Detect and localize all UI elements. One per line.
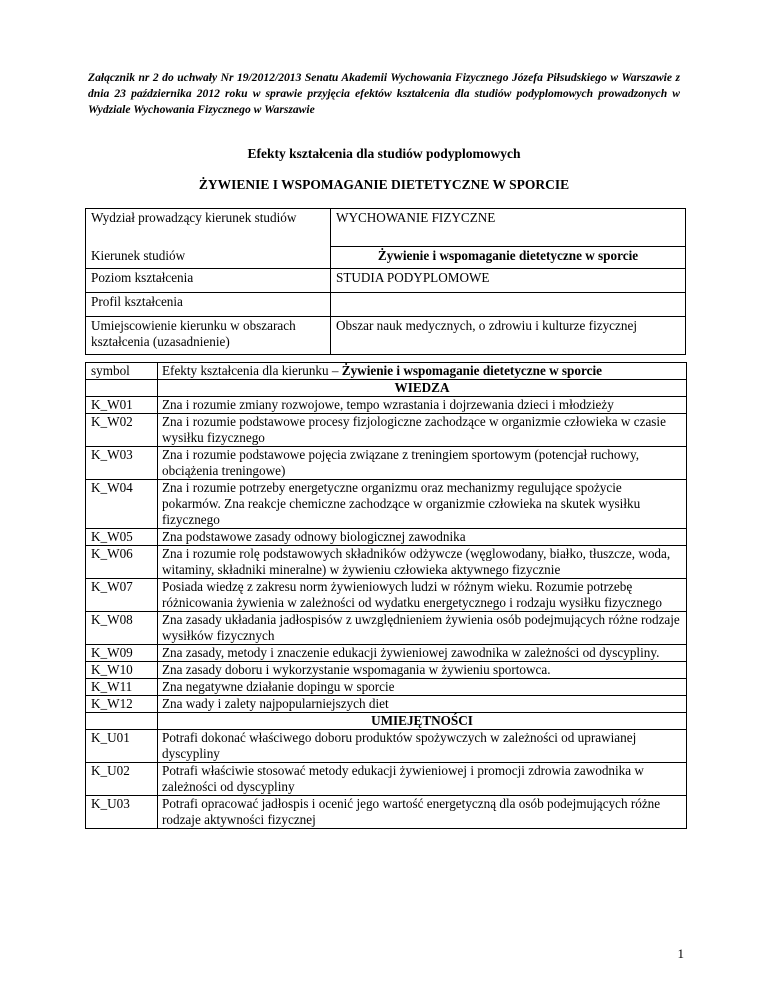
knowledge-effect-description: Zna i rozumie podstawowe pojęcia związane z treningiem sportowym (potencjał ruchowy, obciążenia treningowe) [158, 447, 687, 480]
skill-effect-row [86, 763, 687, 796]
knowledge-effect-description: Posiada wiedzę z zakresu norm żywieniowych ludzi w różnym wieku. Rozumie potrzebę różnicowania żywienia w zależności od wydatku energetycznego i rodzaju wysiłku fizycznego [158, 579, 687, 612]
section-symbol-blank [86, 380, 158, 397]
knowledge-effect-row [86, 696, 687, 713]
info-row-profile [86, 293, 686, 317]
info-label-faculty: Wydział prowadzący kierunek studiów [86, 209, 331, 247]
knowledge-effect-symbol: K_W06 [86, 546, 158, 579]
knowledge-effect-row [86, 679, 687, 696]
info-value-area: Obszar nauk medycznych, o zdrowiu i kulturze fizycznej [331, 317, 686, 355]
effects-col-title [158, 363, 687, 380]
knowledge-effect-row [86, 480, 687, 529]
info-row-level [86, 269, 686, 293]
effects-col-symbol: symbol [86, 363, 158, 380]
info-value-field: Żywienie i wspomaganie dietetyczne w sporcie [331, 247, 686, 269]
knowledge-effect-description: Zna i rozumie podstawowe procesy fizjologiczne zachodzące w organizmie człowieka w czasie wysiłku fizycznego [158, 414, 687, 447]
section-row-knowledge [86, 380, 687, 397]
knowledge-effect-description: Zna i rozumie potrzeby energetyczne organizmu oraz mechanizmy regulujące spożycie pokarmów. Zna reakcje chemiczne zachodzące w organizmie człowieka na skutek wysiłku fizycznego [158, 480, 687, 529]
knowledge-effect-description: Zna zasady, metody i znaczenie edukacji żywieniowej zawodnika w zależności od dyscypliny. [158, 645, 687, 662]
document-subtitle: ŻYWIENIE I WSPOMAGANIE DIETETYCZNE W SPORCIE [198, 177, 570, 192]
info-label-profile: Profil kształcenia [86, 293, 331, 317]
knowledge-effect-row [86, 645, 687, 662]
knowledge-effect-description: Zna podstawowe zasady odnowy biologicznej zawodnika [158, 529, 687, 546]
knowledge-effect-description: Zna wady i zalety najpopularniejszych diet [158, 696, 687, 713]
knowledge-effect-description: Zna i rozumie zmiany rozwojowe, tempo wzrastania i dojrzewania dzieci i młodzieży [158, 397, 687, 414]
info-value-level: STUDIA PODYPLOMOWE [331, 269, 686, 293]
info-label-field: Kierunek studiów [86, 247, 331, 269]
document-title: Efekty kształcenia dla studiów podyplomowych [247, 146, 521, 161]
knowledge-effect-row [86, 397, 687, 414]
info-label-area: Umiejscowienie kierunku w obszarach kształcenia (uzasadnienie) [86, 317, 331, 355]
knowledge-effect-description: Zna negatywne działanie dopingu w sporcie [158, 679, 687, 696]
header-note: Załącznik nr 2 do uchwały Nr 19/2012/2013 Senatu Akademii Wychowania Fizycznego Józefa Piłsudskiego w Warszawie z dnia 23 października 2012 roku w sprawie przyjęcia efektów kształcenia dla studiów podyplomowych prowadzonych w Wydziale Wychowania Fizycznego w Warszawie [88, 71, 680, 116]
section-heading-skills: UMIEJĘTNOŚCI [158, 713, 687, 730]
knowledge-effect-row [86, 546, 687, 579]
effects-col-prefix: Efekty kształcenia dla kierunku – [162, 363, 342, 378]
section-heading-knowledge: WIEDZA [158, 380, 687, 397]
skill-effect-symbol: K_U03 [86, 796, 158, 829]
knowledge-effect-symbol: K_W04 [86, 480, 158, 529]
knowledge-effect-symbol: K_W12 [86, 696, 158, 713]
knowledge-effect-symbol: K_W07 [86, 579, 158, 612]
knowledge-effect-description: Zna i rozumie rolę podstawowych składników odżywcze (węglowodany, białko, tłuszcze, woda, witaminy, składniki mineralne) w żywieniu człowieka aktywnego fizycznie [158, 546, 687, 579]
effects-table [85, 362, 687, 829]
info-row-area [86, 317, 686, 355]
section-row-skills [86, 713, 687, 730]
knowledge-effect-symbol: K_W01 [86, 397, 158, 414]
skill-effect-symbol: K_U02 [86, 763, 158, 796]
skill-effect-symbol: K_U01 [86, 730, 158, 763]
knowledge-effect-symbol: K_W03 [86, 447, 158, 480]
skill-effect-description: Potrafi dokonać właściwego doboru produktów spożywczych w zależności od uprawianej dyscypliny [158, 730, 687, 763]
knowledge-effect-row [86, 612, 687, 645]
knowledge-effect-symbol: K_W10 [86, 662, 158, 679]
page-number: 1 [677, 946, 684, 961]
knowledge-effect-symbol: K_W05 [86, 529, 158, 546]
section-symbol-blank [86, 713, 158, 730]
knowledge-effect-description: Zna zasady doboru i wykorzystanie wspomagania w żywieniu sportowca. [158, 662, 687, 679]
info-value-profile [331, 293, 686, 317]
knowledge-effect-row [86, 662, 687, 679]
skill-effect-description: Potrafi opracować jadłospis i ocenić jego wartość energetyczną dla osób podejmujących różne rodzaje aktywności fizycznej [158, 796, 687, 829]
knowledge-effect-description: Zna zasady układania jadłospisów z uwzględnieniem żywienia osób podejmujących różne rodzaje wysiłków fizycznych [158, 612, 687, 645]
knowledge-effect-symbol: K_W02 [86, 414, 158, 447]
info-row-faculty [86, 209, 686, 247]
knowledge-effect-row [86, 447, 687, 480]
knowledge-effect-symbol: K_W09 [86, 645, 158, 662]
knowledge-effect-row [86, 529, 687, 546]
info-value-faculty: WYCHOWANIE FIZYCZNE [331, 209, 686, 247]
knowledge-effect-row [86, 579, 687, 612]
knowledge-effect-symbol: K_W08 [86, 612, 158, 645]
info-label-level: Poziom kształcenia [86, 269, 331, 293]
info-table [85, 208, 686, 355]
knowledge-effect-row [86, 414, 687, 447]
skill-effect-description: Potrafi właściwie stosować metody edukacji żywieniowej i promocji zdrowia zawodnika w zależności od dyscypliny [158, 763, 687, 796]
knowledge-effect-symbol: K_W11 [86, 679, 158, 696]
skill-effect-row [86, 796, 687, 829]
effects-header-row [86, 363, 687, 380]
effects-col-field-name: Żywienie i wspomaganie dietetyczne w sporcie [341, 363, 602, 378]
info-row-field [86, 247, 686, 269]
skill-effect-row [86, 730, 687, 763]
